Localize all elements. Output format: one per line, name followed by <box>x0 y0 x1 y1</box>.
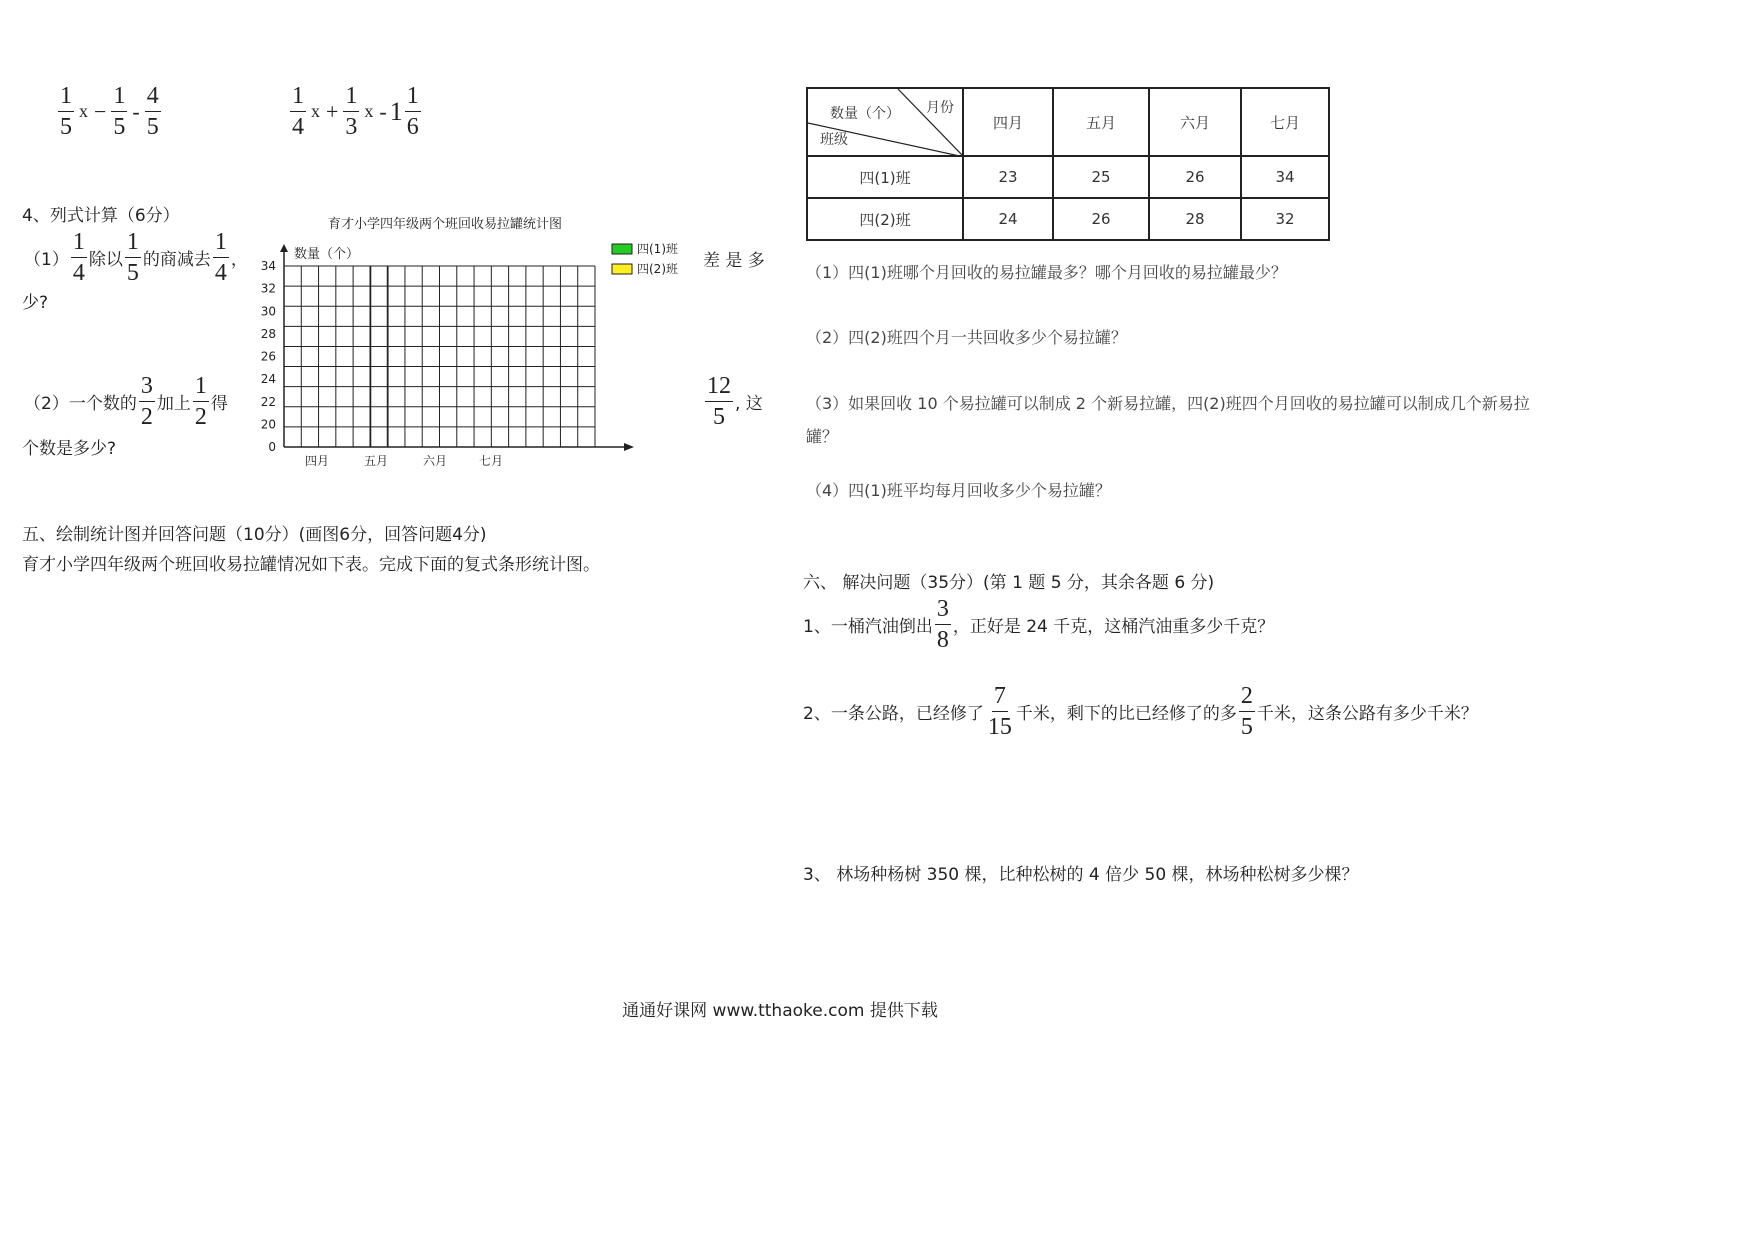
section-4-title: 4、列式计算（6分） <box>22 206 180 226</box>
y-tick-label: 24 <box>260 372 276 387</box>
whole-number: 1 <box>389 96 403 126</box>
problem-1 <box>803 597 1274 652</box>
fraction: $\frac{7}{15}$ <box>987 683 1012 740</box>
table-row <box>807 198 1329 240</box>
x-tick-label: 五月 <box>363 454 389 468</box>
chart-grid <box>284 266 595 447</box>
section-5-title: 五、绘制统计图并回答问题（10分）(画图6分，回答问题4分) <box>22 525 487 545</box>
y-tick-labels <box>261 259 276 454</box>
value-cell: 28 <box>1149 198 1241 240</box>
table-header-row <box>807 88 1329 156</box>
problem-1-text: 1、一桶汽油倒出 <box>803 617 933 637</box>
question-3-wrap: 罐？ <box>806 427 839 446</box>
problem-2-text: 千米，剩下的比已经修了的多 <box>1015 704 1237 724</box>
x-tick-label: 六月 <box>422 454 448 468</box>
equation-2 <box>288 84 423 139</box>
header-month: 月份 <box>926 100 954 116</box>
q2-result <box>703 374 763 429</box>
fraction: $\frac{3}{8}$ <box>936 596 949 653</box>
question-1: （1）四(1)班哪个月回收的易拉罐最多？哪个月回收的易拉罐最少？ <box>806 263 1287 282</box>
fraction: $\frac{1}{6}$ <box>406 83 419 140</box>
fraction: $\frac{1}{4}$ <box>214 229 227 286</box>
y-tick-label: 34 <box>260 259 276 273</box>
operator: − <box>94 98 107 124</box>
value-cell: 34 <box>1241 156 1329 198</box>
problem-2-text: 2、一条公路，已经修了 <box>803 704 984 724</box>
y-tick-label: 20 <box>260 417 276 432</box>
question-4: （4）四(1)班平均每月回收多少个易拉罐？ <box>806 481 1111 500</box>
table-row <box>807 156 1329 198</box>
q1-text: 的商减去 <box>142 250 211 270</box>
bar-chart <box>250 210 690 472</box>
fraction: $\frac{1}{3}$ <box>345 83 358 140</box>
variable: x <box>79 101 88 121</box>
footer-credit: 通通好课网 www.tthaoke.com 提供下载 <box>622 1001 938 1021</box>
operator: - <box>132 98 140 124</box>
value-cell: 26 <box>1149 156 1241 198</box>
fraction: $\frac{1}{4}$ <box>292 83 304 140</box>
question-2: （2）四(2)班四个月一共回收多少个易拉罐？ <box>806 328 1127 347</box>
month-header: 六月 <box>1149 88 1241 156</box>
q1-text: ， <box>230 250 248 270</box>
value-cell: 26 <box>1053 198 1149 240</box>
section-4-q1 <box>24 230 248 285</box>
data-table <box>806 87 1330 241</box>
y-axis-arrow <box>280 244 288 252</box>
legend-swatch <box>612 264 632 274</box>
legend-label: 四(2)班 <box>637 262 678 276</box>
legend-swatch <box>612 244 632 254</box>
y-tick-label: 28 <box>260 326 276 341</box>
q2-text: 得 <box>210 394 228 414</box>
y-axis-label: 数量（个） <box>294 247 360 262</box>
problem-2 <box>803 684 1478 739</box>
class-cell: 四(2)班 <box>807 198 963 240</box>
operator: + <box>326 98 339 124</box>
x-axis-arrow <box>624 443 634 451</box>
month-header: 四月 <box>963 88 1053 156</box>
problem-3: 3、 林场种杨树 350 棵，比种松树的 4 倍少 50 棵，林场种松树多少棵？ <box>803 865 1359 885</box>
y-tick-label: 22 <box>260 394 276 409</box>
section-5-desc: 育才小学四年级两个班回收易拉罐情况如下表。完成下面的复式条形统计图。 <box>22 555 600 575</box>
fraction: $\frac{1}{5}$ <box>60 83 72 140</box>
x-tick-label: 七月 <box>478 454 504 468</box>
q1-text: 除以 <box>88 250 123 270</box>
q1-wrap: 少? <box>22 293 49 313</box>
value-cell: 25 <box>1053 156 1149 198</box>
q2-text: , 这 <box>735 394 763 414</box>
section-4-q2 <box>24 374 228 429</box>
y-tick-label: 32 <box>260 281 276 296</box>
fraction: $\frac{1}{4}$ <box>72 229 85 286</box>
header-quantity: 数量（个） <box>830 106 900 122</box>
q1-tail: 差 是 多 <box>703 251 765 271</box>
legend-label: 四(1)班 <box>637 242 678 256</box>
fraction: $\frac{1}{2}$ <box>194 373 207 430</box>
question-3: （3）如果回收 10 个易拉罐可以制成 2 个新易拉罐，四(2)班四个月回收的易拉罐可以制成几个新易拉 <box>806 394 1530 413</box>
value-cell: 32 <box>1241 198 1329 240</box>
q2-label: （2）一个数的 <box>24 394 137 414</box>
table-diagonal-header <box>807 88 963 156</box>
fraction: $\frac{1}{5}$ <box>113 83 126 140</box>
problem-2-text: 千米，这条公路有多少千米？ <box>1256 704 1478 724</box>
fraction: $\frac{12}{5}$ <box>707 373 731 430</box>
fraction: $\frac{4}{5}$ <box>146 83 159 140</box>
q1-label: （1） <box>24 250 69 270</box>
fraction: $\frac{2}{5}$ <box>1240 683 1253 740</box>
x-tick-labels <box>305 453 503 468</box>
header-class: 班级 <box>820 132 848 148</box>
chart-title: 育才小学四年级两个班回收易拉罐统计图 <box>327 217 563 232</box>
fraction: $\frac{1}{5}$ <box>126 229 139 286</box>
value-cell: 24 <box>963 198 1053 240</box>
operator: - <box>379 98 387 124</box>
q2-wrap: 个数是多少? <box>22 439 117 459</box>
variable: x <box>364 101 374 121</box>
x-tick-label: 四月 <box>304 454 330 468</box>
fraction: $\frac{3}{2}$ <box>140 373 153 430</box>
chart-legend <box>612 241 678 276</box>
month-header: 五月 <box>1053 88 1149 156</box>
y-tick-label: 0 <box>268 440 276 454</box>
class-cell: 四(1)班 <box>807 156 963 198</box>
q2-text: 加上 <box>156 394 191 414</box>
variable: x <box>311 101 320 121</box>
y-tick-label: 30 <box>260 304 276 319</box>
y-tick-label: 26 <box>260 349 276 364</box>
section-6-title: 六、 解决问题（35分）(第 1 题 5 分，其余各题 6 分) <box>803 573 1215 593</box>
value-cell: 23 <box>963 156 1053 198</box>
equation-1 <box>56 84 163 139</box>
month-header: 七月 <box>1241 88 1329 156</box>
problem-1-text: ，正好是 24 千克，这桶汽油重多少千克？ <box>952 617 1275 637</box>
